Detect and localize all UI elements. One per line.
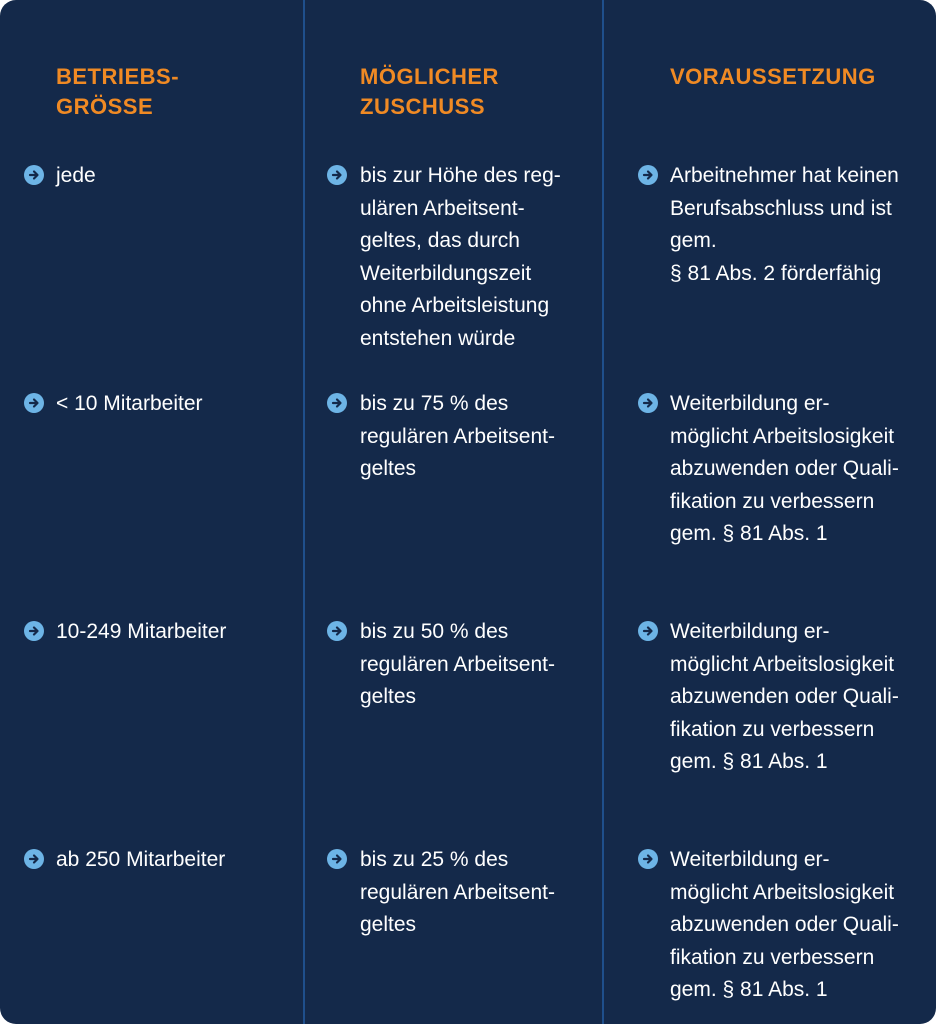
cell-line: entstehen würde	[360, 326, 516, 350]
cell-line: Arbeitnehmer hat keinen	[670, 164, 899, 187]
cell-line: geltes	[360, 913, 417, 936]
cell-line: gem. § 81 Abs. 1	[670, 522, 828, 545]
column-divider	[602, 0, 604, 1024]
cell-line: möglicht Arbeitslosigkeit	[670, 424, 895, 448]
arrow-right-circle-icon	[638, 165, 658, 185]
cell-line: ulären Arbeitsent-	[360, 196, 525, 220]
cell-line: ohne Arbeitsleistung	[360, 294, 550, 317]
cell-possible-subsidy	[360, 616, 555, 714]
cell-line: geltes	[360, 457, 417, 480]
arrow-right-circle-icon	[24, 621, 44, 641]
cell-line: gem.	[670, 229, 717, 252]
arrow-right-circle-icon	[24, 849, 44, 869]
column-header-requirement	[670, 62, 876, 92]
cell-line: § 81 Abs. 2 förderfähig	[670, 261, 882, 285]
column-header-possible-subsidy	[360, 62, 499, 122]
cell-line: abzuwenden oder Quali-	[670, 685, 899, 708]
cell-company-size	[56, 388, 203, 421]
column-divider	[303, 0, 305, 1024]
cell-line: bis zu 75 % des	[360, 392, 509, 415]
cell-line: bis zur Höhe des reg-	[360, 164, 561, 187]
cell-line: gem. § 81 Abs. 1	[670, 750, 828, 773]
cell-possible-subsidy	[360, 844, 555, 942]
cell-line: abzuwenden oder Quali-	[670, 913, 899, 936]
cell-company-size	[56, 160, 96, 193]
cell-company-size	[56, 844, 225, 877]
arrow-right-circle-icon	[638, 849, 658, 869]
cell-line: Weiterbildung er-	[670, 620, 830, 643]
cell-line: < 10 Mitarbeiter	[56, 392, 203, 415]
arrow-right-circle-icon	[327, 621, 347, 641]
cell-line: regulären Arbeitsent-	[360, 880, 555, 904]
header-line: MÖGLICHER	[360, 64, 499, 89]
cell-line: regulären Arbeitsent-	[360, 652, 555, 676]
cell-possible-subsidy	[360, 388, 555, 486]
cell-line: 10-249 Mitarbeiter	[56, 620, 227, 643]
cell-line: abzuwenden oder Quali-	[670, 457, 899, 480]
arrow-right-circle-icon	[638, 621, 658, 641]
cell-requirement	[670, 616, 899, 779]
cell-line: fikation zu verbessern	[670, 489, 875, 513]
cell-line: bis zu 25 % des	[360, 848, 509, 871]
cell-possible-subsidy	[360, 160, 561, 355]
arrow-right-circle-icon	[24, 165, 44, 185]
cell-line: fikation zu verbessern	[670, 945, 875, 969]
cell-line: bis zu 50 % des	[360, 620, 509, 643]
cell-line: ab 250 Mitarbeiter	[56, 848, 226, 871]
arrow-right-circle-icon	[638, 393, 658, 413]
column-header-company-size	[56, 62, 179, 122]
cell-line: geltes	[360, 685, 417, 708]
cell-line: möglicht Arbeitslosigkeit	[670, 880, 895, 904]
cell-requirement	[670, 388, 899, 551]
cell-line: Weiterbildungszeit	[360, 261, 532, 285]
cell-line: Berufsabschluss und ist	[670, 196, 892, 220]
cell-requirement	[670, 844, 899, 1007]
cell-requirement	[670, 160, 899, 290]
cell-line: Weiterbildung er-	[670, 848, 830, 871]
header-line: GRÖSSE	[56, 94, 154, 119]
header-line: BETRIEBS-	[56, 64, 180, 89]
cell-line: regulären Arbeitsent-	[360, 424, 555, 448]
arrow-right-circle-icon	[327, 849, 347, 869]
arrow-right-circle-icon	[24, 393, 44, 413]
cell-line: gem. § 81 Abs. 1	[670, 978, 828, 1001]
cell-company-size	[56, 616, 226, 649]
cell-line: Weiterbildung er-	[670, 392, 830, 415]
cell-line: geltes, das durch	[360, 229, 520, 252]
header-line: ZUSCHUSS	[360, 94, 486, 119]
arrow-right-circle-icon	[327, 165, 347, 185]
cell-line: fikation zu verbessern	[670, 717, 875, 741]
cell-line: möglicht Arbeitslosigkeit	[670, 652, 895, 676]
cell-line: jede	[56, 164, 96, 187]
header-line: VORAUSSETZUNG	[670, 64, 876, 89]
arrow-right-circle-icon	[327, 393, 347, 413]
